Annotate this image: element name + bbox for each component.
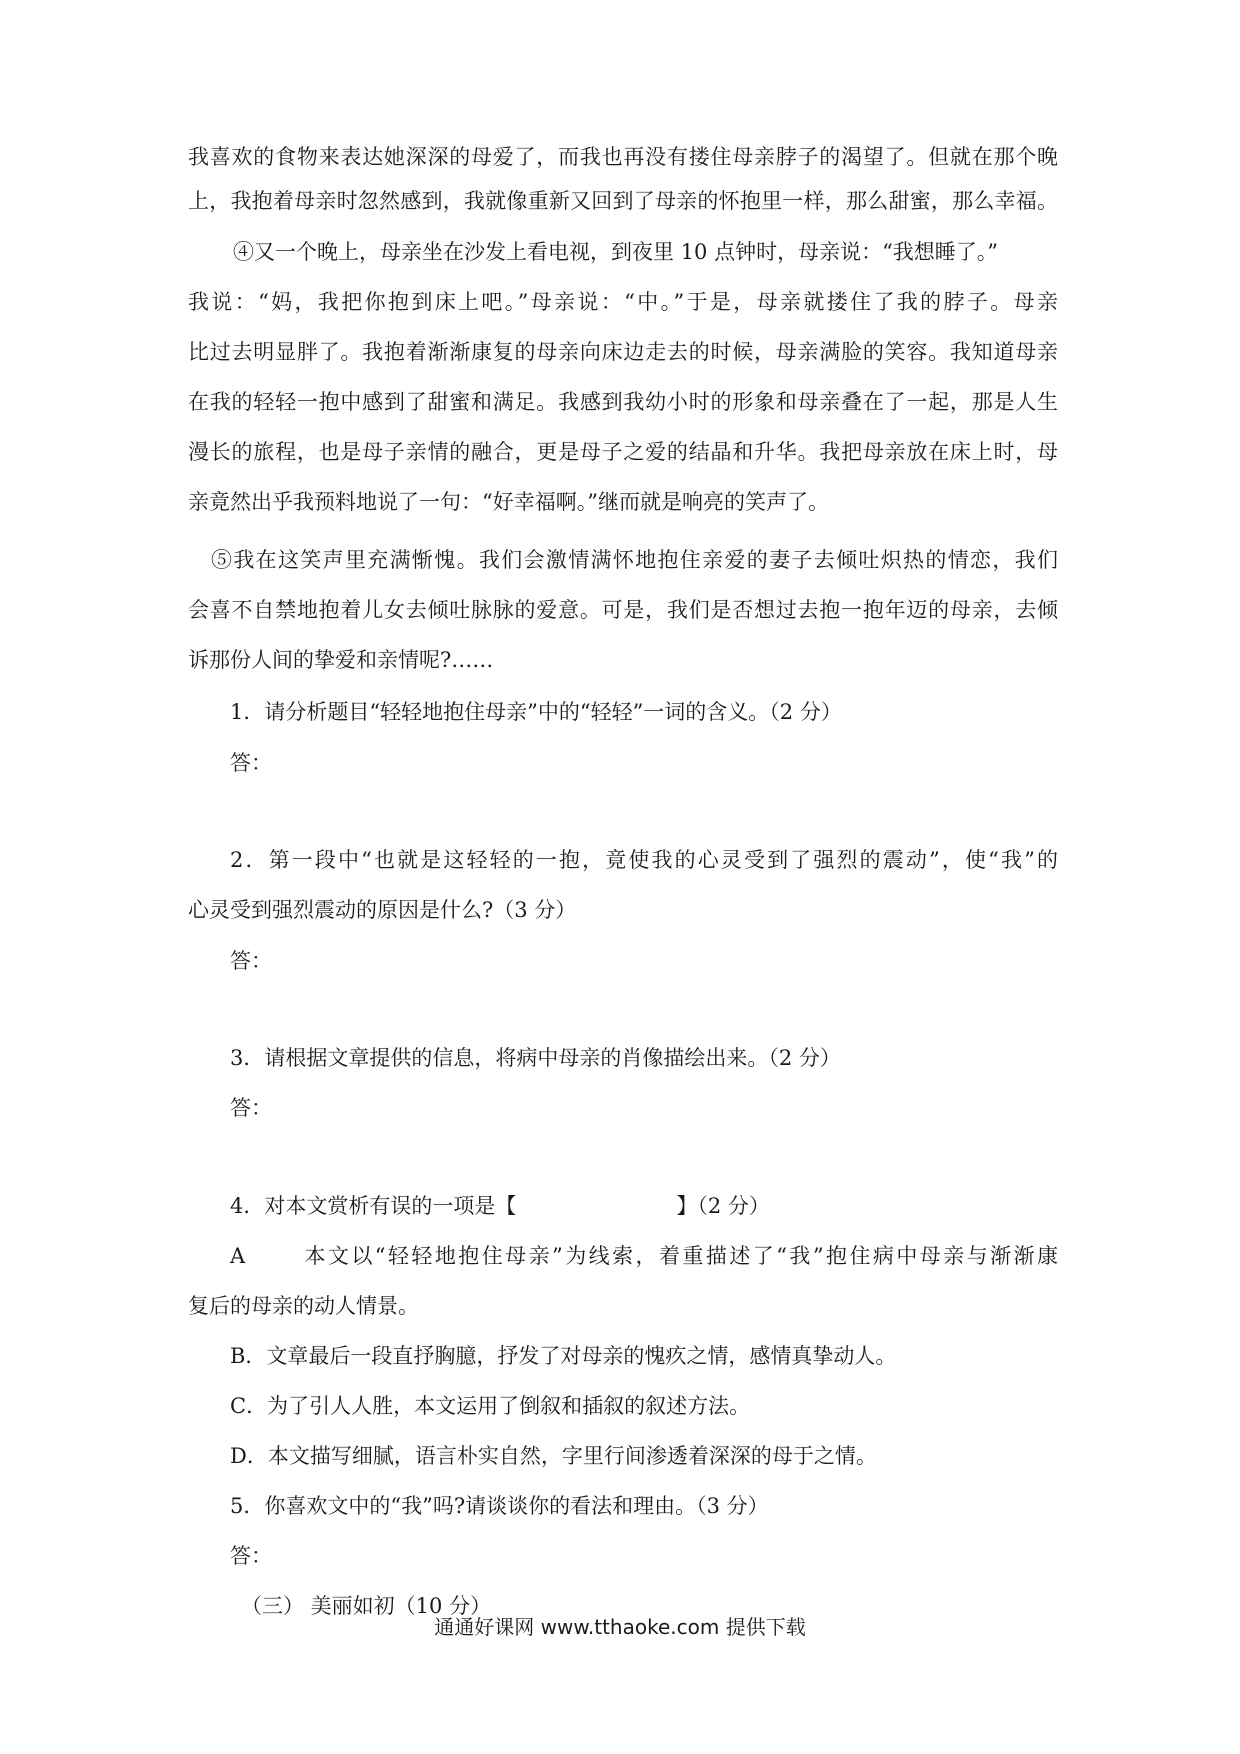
option-a: [230, 1241, 1058, 1271]
option-c: C．为了引人人胜，本文运用了倒叙和插叙的叙述方法。: [230, 1394, 751, 1418]
paragraph-line: 在我的轻轻一抱中感到了甜蜜和满足。我感到我幼小时的形象和母亲叠在了一起，那是人生: [188, 390, 1058, 414]
option-text: 本文以“轻轻地抱住母亲”为线索，着重描述了“我”抱住病中母亲与渐渐康: [302, 1244, 1058, 1268]
question-text: 心灵受到强烈震动的原因是什么?（3 分）: [188, 898, 577, 922]
answer-label: 答：: [230, 1096, 272, 1120]
paragraph-line: 我喜欢的食物来表达她深深的母爱了，而我也再没有搂住母亲脖子的渴望了。但就在那个晚: [188, 145, 1058, 169]
answer-label: 答：: [230, 949, 272, 973]
paragraph-line: 亲竟然出乎我预料地说了一句：“好幸福啊。”继而就是响亮的笑声了。: [188, 490, 829, 514]
paragraph-line: 诉那份人间的挚爱和亲情呢?……: [188, 648, 494, 672]
answer-label: 答：: [230, 1544, 272, 1568]
option-a-cont: 复后的母亲的动人情景。: [188, 1294, 419, 1318]
question-text: 2．第一段中“也就是这轻轻的一抱，竟使我的心灵受到了强烈的震动”，使“我”的: [230, 848, 1058, 872]
question-prefix: 4．对本文赏析有误的一项是【: [230, 1194, 517, 1218]
question-text: 1．请分析题目“轻轻地抱住母亲”中的“轻轻”一词的含义。（2 分）: [230, 700, 842, 724]
paragraph-line: 比过去明显胖了。我抱着渐渐康复的母亲向床边走去的时候，母亲满脸的笑容。我知道母亲: [188, 340, 1058, 364]
question-suffix: 】（2 分）: [676, 1194, 770, 1218]
option-label: A: [230, 1244, 246, 1268]
answer-label: 答：: [230, 751, 272, 775]
paragraph-line: ④又一个晚上，母亲坐在沙发上看电视，到夜里 10 点钟时，母亲说：“我想睡了。”: [233, 240, 999, 264]
question-text: [230, 1191, 1058, 1221]
question-text: 5．你喜欢文中的“我”吗?请谈谈你的看法和理由。（3 分）: [230, 1494, 769, 1518]
option-b: B．文章最后一段直抒胸臆，抒发了对母亲的愧疚之情，感情真挚动人。: [230, 1344, 897, 1368]
question-text: 3．请根据文章提供的信息，将病中母亲的肖像描绘出来。（2 分）: [230, 1046, 841, 1070]
paragraph-line: 我说：“妈，我把你抱到床上吧。”母亲说：“中。”于是，母亲就搂住了我的脖子。母亲: [188, 290, 1058, 314]
page-footer: 通通好课网 www.tthaoke.com 提供下载: [434, 1615, 806, 1639]
paragraph-line: 漫长的旅程，也是母子亲情的融合，更是母子之爱的结晶和升华。我把母亲放在床上时，母: [188, 440, 1058, 464]
option-d: D．本文描写细腻，语言朴实自然，字里行间渗透着深深的母于之情。: [230, 1444, 877, 1468]
paragraph-line: 上，我抱着母亲时忽然感到，我就像重新又回到了母亲的怀抱里一样，那么甜蜜，那么幸福。: [188, 189, 1058, 213]
paragraph-line: 会喜不自禁地抱着儿女去倾吐脉脉的爱意。可是，我们是否想过去抱一抱年迈的母亲，去倾: [188, 598, 1058, 622]
paragraph-line: ⑤我在这笑声里充满惭愧。我们会激情满怀地抱住亲爱的妻子去倾吐炽热的情恋，我们: [211, 548, 1058, 572]
section-heading: （三） 美丽如初（10 分）: [241, 1594, 492, 1618]
